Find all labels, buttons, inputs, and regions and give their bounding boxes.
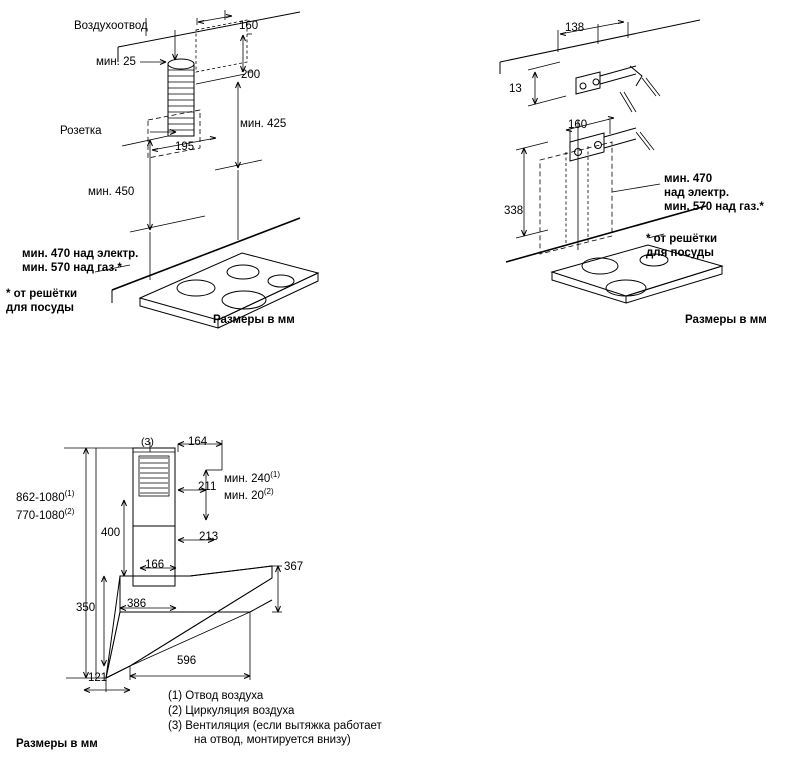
label-338: 338 (504, 205, 524, 217)
label-min20: мин. 20$^{(2)}$ (224, 487, 274, 502)
footnote-2: (2) Циркуляция воздуха (168, 705, 295, 717)
label-min470-tr: мин. 470 (664, 173, 713, 185)
label-386: 386 (127, 598, 147, 610)
label-height-range-2: 770-1080$^{(2)}$ (16, 507, 75, 522)
label-units-tr: Размеры в мм (685, 314, 767, 326)
label-footnote-grate-tl-1: * от решётки (6, 288, 78, 300)
label-units-bl: Размеры в мм (16, 738, 98, 750)
label-350: 350 (76, 602, 96, 614)
footnote-3a: (3) Вентиляция (если вытяжка работает (168, 720, 382, 732)
label-footnote-grate-tl-2: для посуды (6, 302, 74, 314)
label-400: 400 (101, 527, 121, 539)
label-mark3: (3) (141, 436, 154, 448)
label-166: 166 (145, 559, 165, 571)
label-195: 195 (175, 141, 195, 153)
label-13: 13 (509, 83, 522, 95)
label-min425: мин. 425 (240, 118, 287, 130)
label-160-tl: 160 (239, 20, 259, 32)
label-footnote-grate-tr-1: * от решётки (646, 233, 718, 245)
label-units-tl: Размеры в мм (213, 314, 295, 326)
label-min25: мин. 25 (96, 56, 136, 68)
label-164: 164 (188, 436, 208, 448)
label-138: 138 (565, 22, 585, 34)
label-air-outlet: Воздухоотвод (74, 20, 148, 32)
label-over-electric-tr: над электр. (664, 187, 730, 199)
label-596: 596 (177, 655, 197, 667)
label-min450: мин. 450 (88, 186, 135, 198)
footnote-1: (1) Отвод воздуха (168, 690, 264, 702)
label-213: 213 (199, 531, 219, 543)
label-211: 211 (198, 481, 217, 493)
label-min240: мин. 240$^{(1)}$ (224, 470, 281, 485)
label-367: 367 (284, 561, 304, 573)
label-footnote-grate-tr-2: для посуды (646, 247, 714, 259)
label-height-range-1: 862-1080$^{(1)}$ (16, 489, 75, 504)
label-min570-tr: мин. 570 над газ.* (664, 201, 764, 213)
label-min470-el-tl: мин. 470 над электр. (22, 248, 139, 260)
label-200: 200 (241, 69, 261, 81)
label-min570-gas-tl: мин. 570 над газ.* (22, 262, 122, 274)
footnote-3b: на отвод, монтируется внизу) (194, 734, 351, 746)
label-socket: Розетка (60, 125, 102, 137)
label-160-tr: 160 (568, 119, 588, 131)
label-121: 121 (88, 672, 108, 684)
